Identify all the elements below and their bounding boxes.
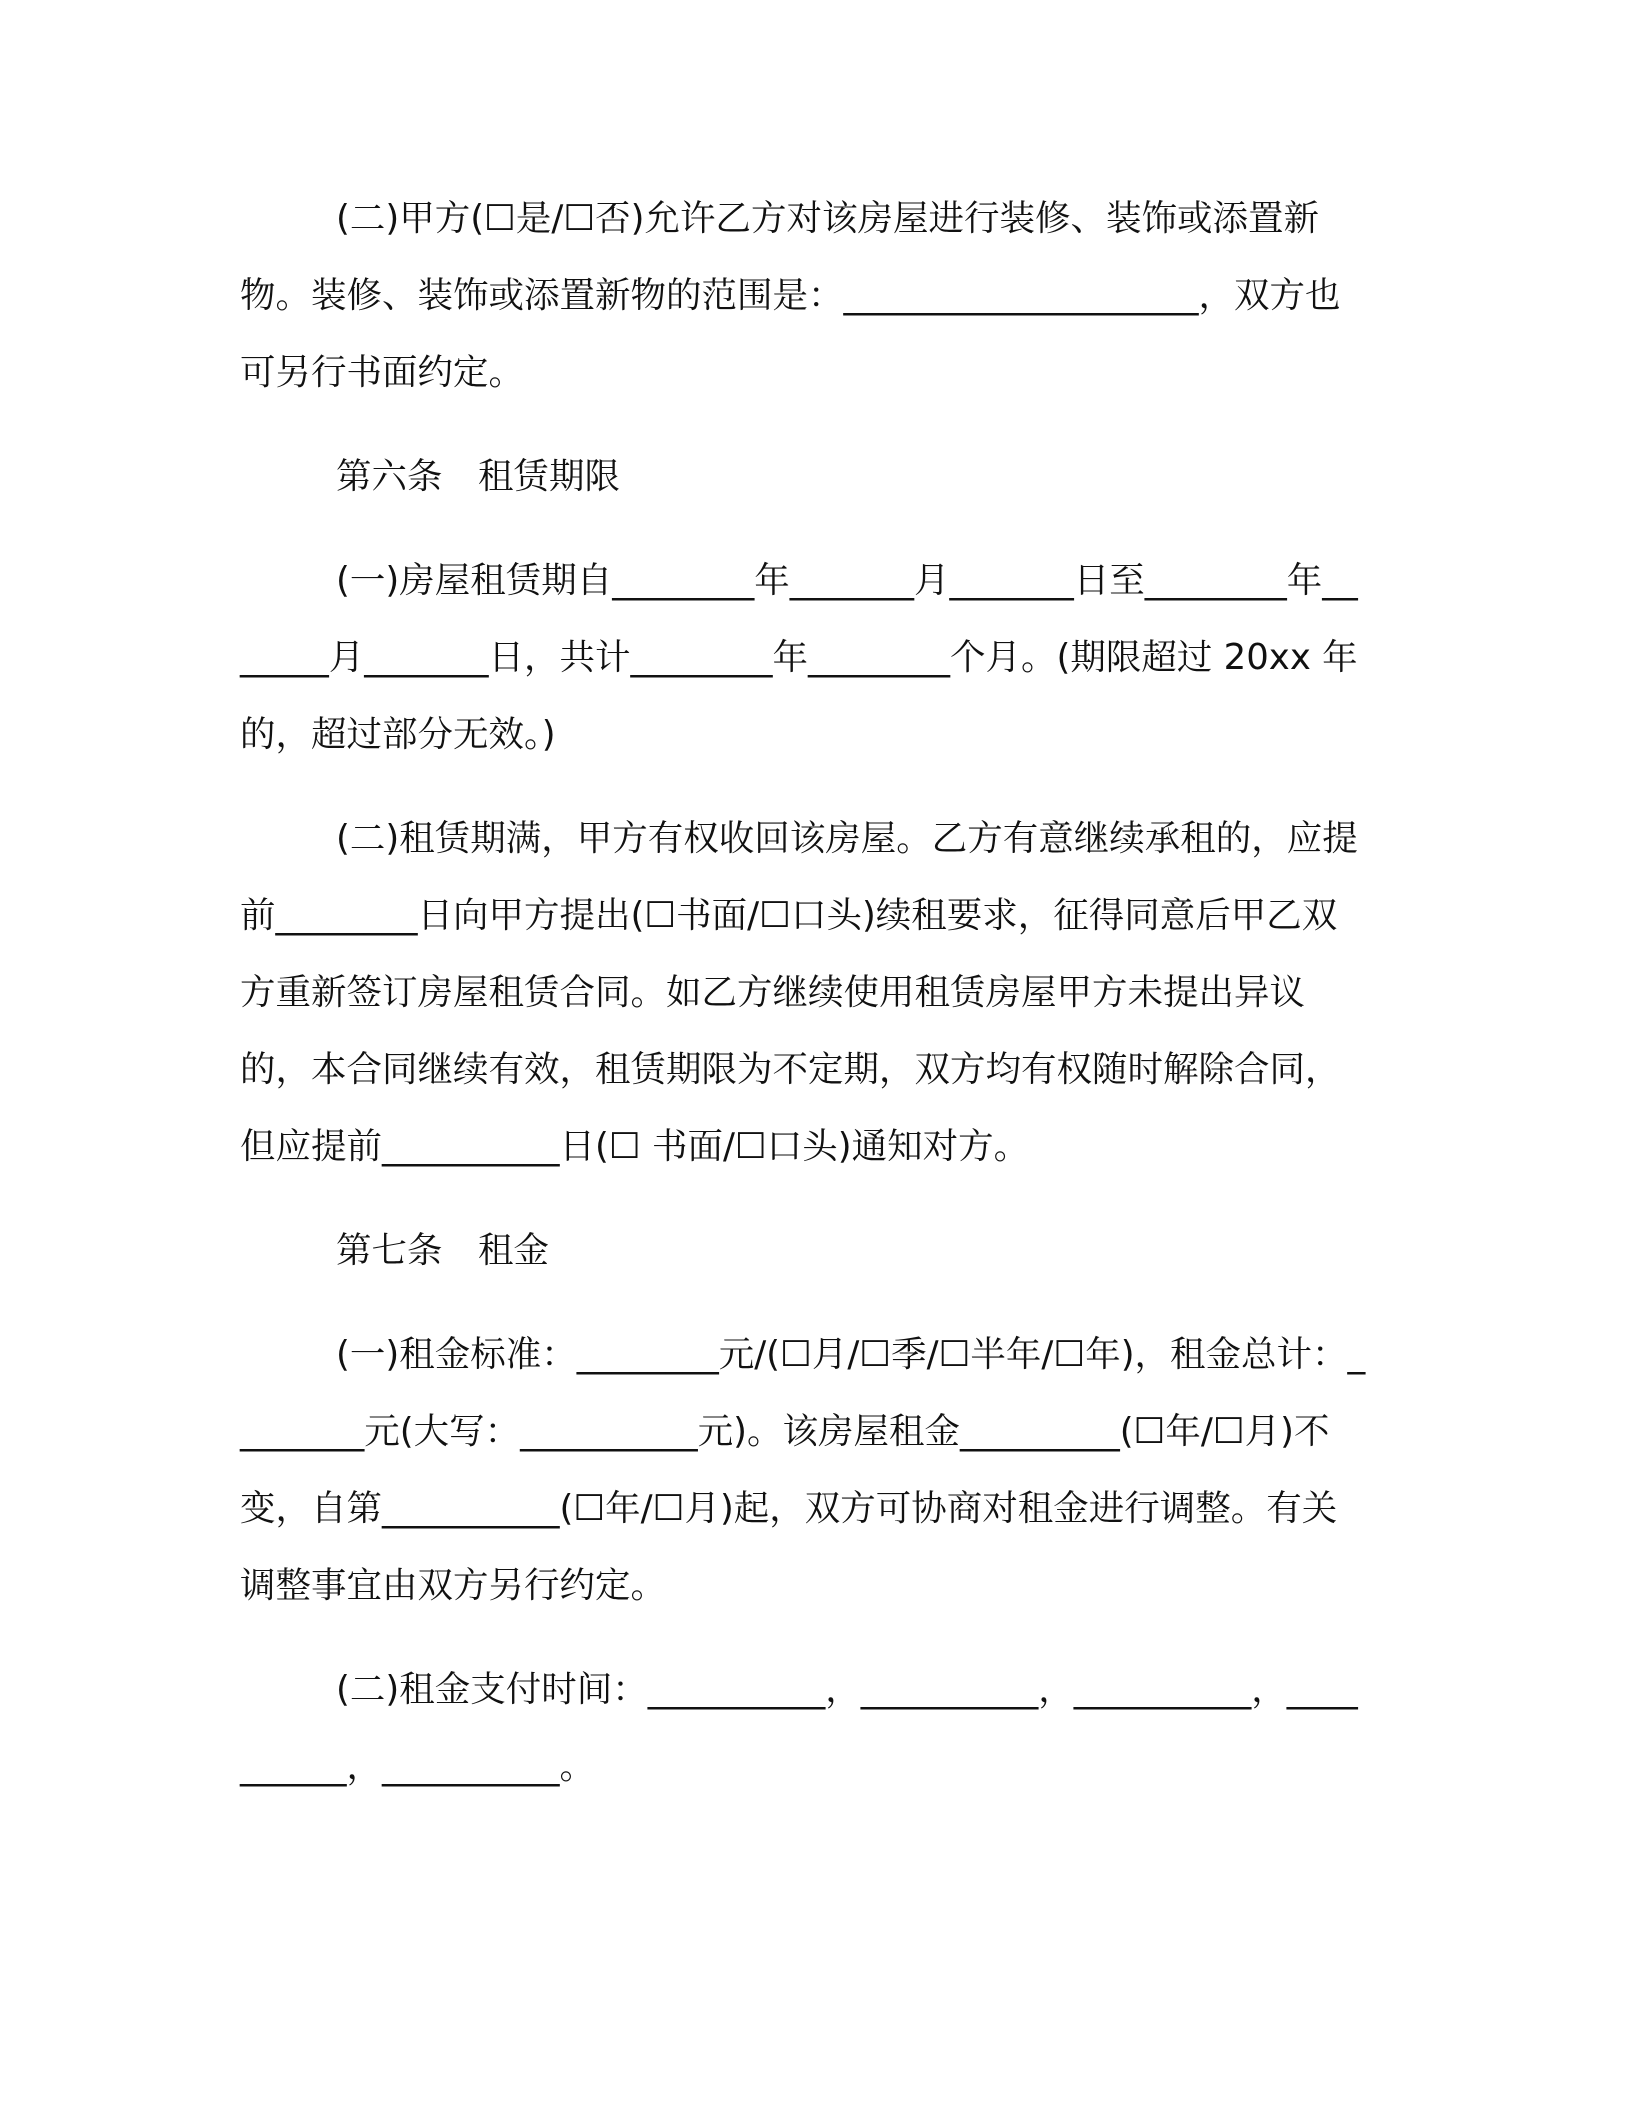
spacer — [240, 1289, 1370, 1316]
spacer — [240, 773, 1370, 800]
paragraph-lease-expiry: (二)租赁期满，甲方有权收回该房屋。乙方有意继续承租的，应提前________日向甲方提出(☐书面/☐口头)续租要求，征得同意后甲乙双方重新签订房屋租赁合同。如乙方继续使用租赁房屋甲方未提出异议的，本合同继续有效，租赁期限为不定期，双方均有权随时解除合同，但应提前__________日(☐ 书面/☐口头)通知对方。 — [240, 818, 1358, 1167]
article-6-heading: 第六条 租赁期限 — [336, 456, 621, 497]
paragraph-rent-payment-time: (二)租金支付时间：__________，__________，__________，__________，__________。 — [240, 1669, 1358, 1787]
article-7-heading: 第七条 租金 — [336, 1230, 550, 1271]
spacer — [240, 515, 1370, 542]
spacer — [240, 1185, 1370, 1212]
paragraph-lease-term: (一)房屋租赁期自________年_______月_______日至________年_______月_______日，共计________年________个月。(期限超过 20xx 年的，超过部分无效。) — [240, 560, 1358, 755]
spacer — [240, 411, 1370, 438]
paragraph-rent-standard: (一)租金标准：________元/(☐月/☐季/☐半年/☐年)，租金总计：________元(大写：__________元)。该房屋租金_________(☐年/☐月)不变，自第__________(☐年/☐月)起，双方可协商对租金进行调整。有关调整事宜由双方另行约定。 — [240, 1334, 1366, 1606]
spacer — [240, 1624, 1370, 1651]
document-page — [240, 180, 1370, 1805]
paragraph-renovation: (二)甲方(☐是/☐否)允许乙方对该房屋进行装修、装饰或添置新物。装修、装饰或添置新物的范围是：____________________，双方也可另行书面约定。 — [240, 198, 1341, 393]
